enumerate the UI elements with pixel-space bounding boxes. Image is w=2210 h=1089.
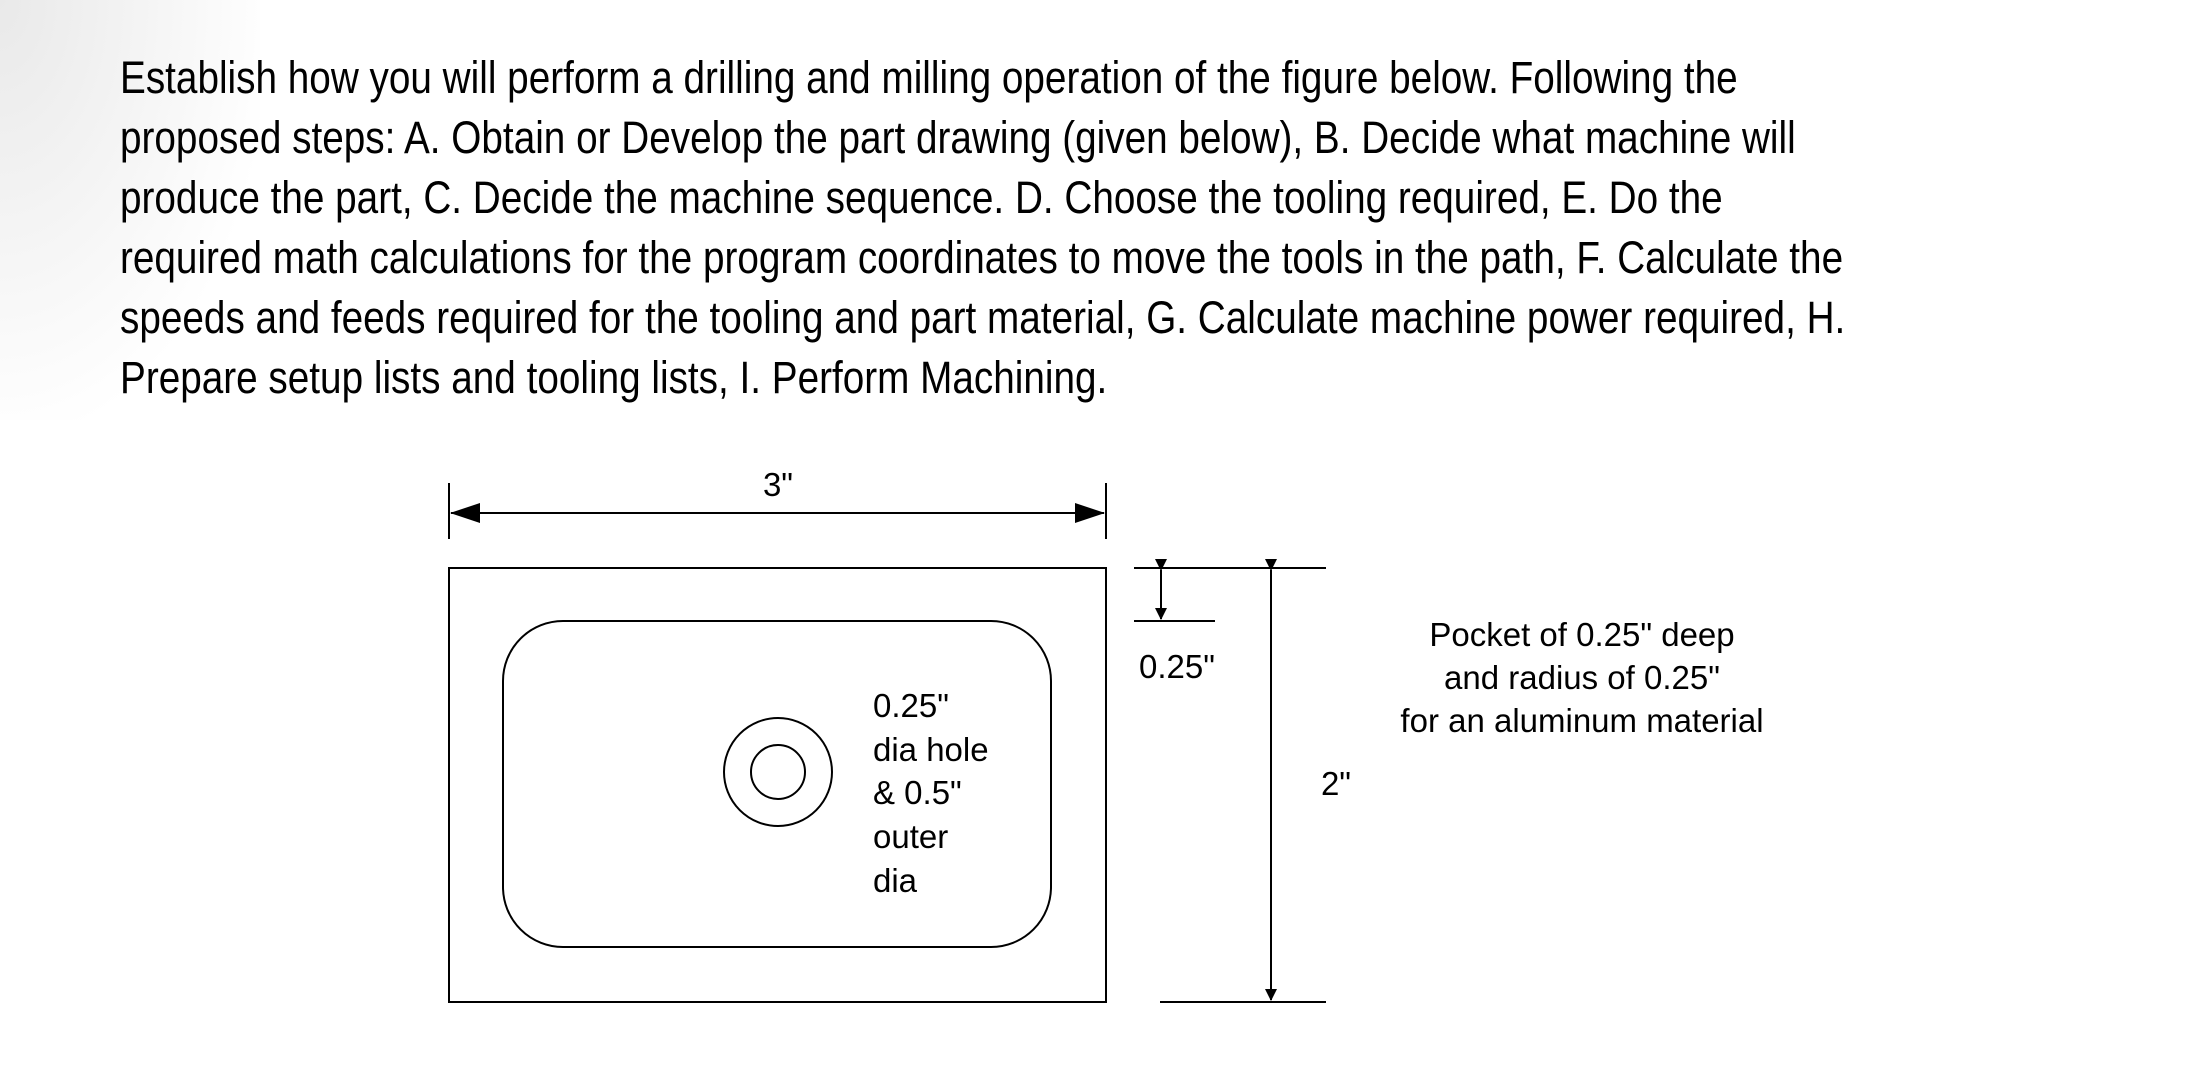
hole-note [873,687,989,899]
pocket-outline [503,621,1051,947]
hole-note-line-3: & 0.5" [873,774,962,811]
hole-note-line-2: dia hole [873,731,989,768]
hole-note-line-5: dia [873,862,918,899]
pocket-note [1400,616,1763,739]
hole-note-line-1: 0.25" [873,687,949,724]
hole-outer-circle [724,718,832,826]
pocket-offset-label: 0.25" [1139,648,1215,685]
hole-inner-circle [751,745,805,799]
part-outline [449,568,1106,1002]
height-dimension [1160,570,1351,1002]
width-label: 3" [762,466,794,503]
pocket-offset-dimension [1134,568,1326,685]
pocket-note-line-3: for an aluminum material [1400,702,1764,739]
question-text: Establish how you will perform a drilling and milling operation of the figure below. Following the proposed steps: A. Obtain or Develop the part drawing (given below), B. Decide what machine will produce the part, C. Decide the machine sequence. D. Choose the tooling required, E. Do the required math calculations for the program coordinates to move the tools in the path, F. Calculate the speeds and feeds required for the tooling and part material, G. Calculate machine power required, H. Prepare setup lists and tooling lists, I. Perform Machining. [120,52,1846,403]
pocket-note-line-1: Pocket of 0.25" deep [1429,616,1735,653]
hole-note-line-4: outer [873,818,949,855]
width-dimension [449,466,1106,539]
height-label: 2" [1320,765,1352,802]
pocket-note-line-2: and radius of 0.25" [1444,659,1720,696]
